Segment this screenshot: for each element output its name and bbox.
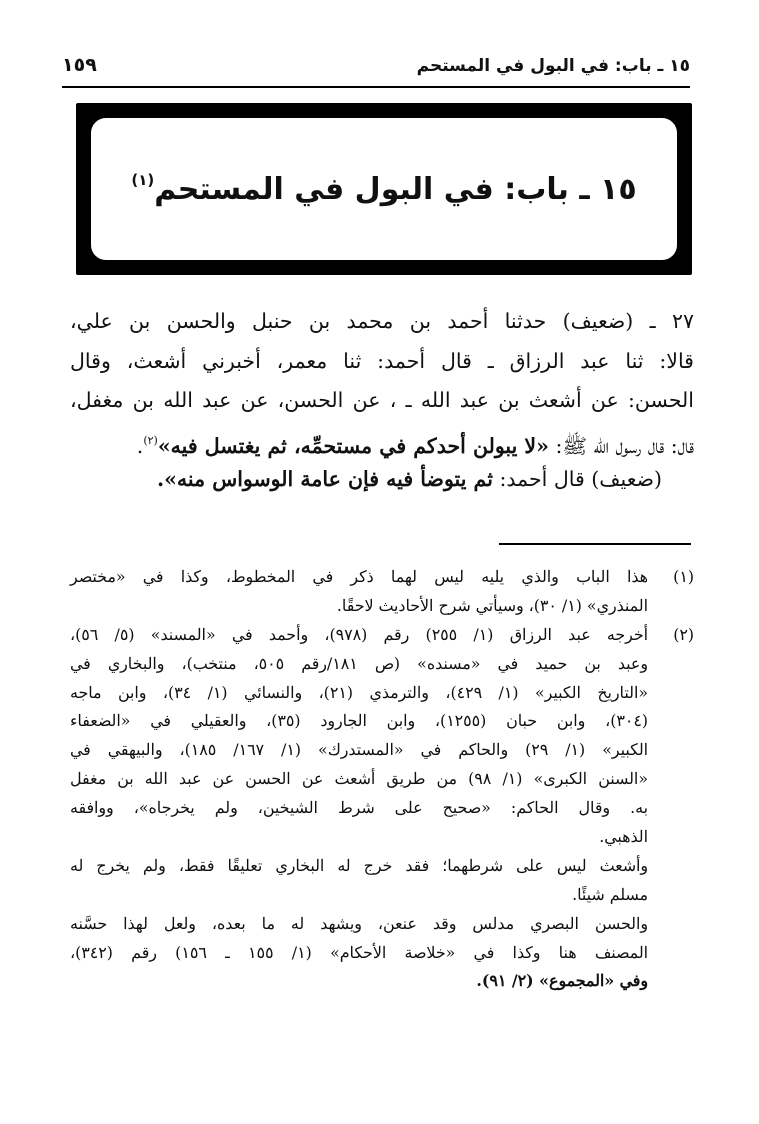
footnote-2-line-9: وأشعث ليس على شرطهما؛ فقد خرج له البخاري تعليقًا فقط، ولم يخرج له	[70, 855, 648, 875]
footnote-2-line-12: المصنف هنا وكذا في «خلاصة الأحكام» (١/ ١٥٥ ـ ١٥٦) رقم (٣٤٢)،	[70, 942, 649, 962]
footnote-1-text-1: هذا الباب والذي يليه ليس لهما ذكر في المخطوط، وكذا في «مختصر	[70, 567, 648, 586]
footnote-2-line-1	[70, 621, 694, 650]
footnote-2-line-7: به. وقال الحاكم: «صحيح على شرط الشيخين، ولم يخرجاه»، ووافقه	[70, 798, 648, 818]
page-number: ١٥٩	[62, 54, 97, 76]
hadith-footnote-ref: (٢)	[143, 433, 158, 447]
hadith-line-3: الحسن: عن أشعث بن عبد الله ـ ، عن الحسن، عن عبد الله بن مغفل،	[70, 388, 694, 412]
footnote-2-line-4: (٣٠٤)، وابن حبان (١٢٥٥)، وابن الجارود (٣٥)، والعقيلي في «الضعفاء	[70, 711, 648, 731]
footnote-2-text-1: أخرجه عبد الرزاق (١/ ٢٥٥) رقم (٩٧٨)، وأحمد في «المسند» (٥/ ٥٦)،	[70, 624, 649, 644]
footnote-2-marker: (٢)	[673, 624, 695, 644]
footnote-2-line-10: مسلم شيئًا.	[572, 884, 648, 904]
hadith-line-5-prefix: (ضعيف) قال أحمد:	[492, 467, 662, 491]
hadith-line-4	[70, 421, 694, 461]
ahmad-addition: ثم يتوضأ فيه فإن عامة الوسواس منه».	[156, 467, 493, 491]
chapter-title	[131, 171, 636, 207]
hadith-line-5	[70, 460, 694, 500]
footnote-2-line-8: الذهبي.	[599, 827, 648, 847]
hadith-line-1: ٢٧ ـ (ضعيف) حدثنا أحمد بن محمد بن حنبل والحسن بن علي،	[70, 309, 694, 333]
footnote-2-line-11: والحسن البصري مدلس وقد عنعن، ويشهد له ما بعده، ولعل لهذا حسَّنه	[70, 913, 648, 933]
running-title: ١٥ ـ باب: في البول في المستحم	[416, 56, 690, 76]
hadith-line-4-suffix: .	[136, 433, 144, 458]
hadith-text	[70, 302, 694, 500]
chapter-heading-frame	[76, 103, 692, 275]
footnote-1-line-2: المنذري» (١/ ٣٠)، وسيأتي شرح الأحاديث لاحقًا.	[336, 595, 648, 615]
chapter-title-text: ١٥ ـ باب: في البول في المستحم	[154, 172, 637, 207]
prophetic-saying: «لا يبولن أحدكم في مستحمِّه، ثم يغتسل فيه»	[157, 433, 549, 458]
hadith-line-4-prefix: قال: قال رسول الله ﷺ:	[548, 433, 694, 458]
chapter-footnote-ref: (١)	[131, 171, 155, 189]
footnote-2-line-5: الكبير» (١/ ٢٩) والحاكم في «المستدرك» (١/ ١٦٧/ ١٨٥)، والبيهقي في	[70, 740, 649, 760]
footnote-2-line-6: «السنن الكبرى» (١/ ٩٨) من طريق أشعث عن الحسن عن عبد الله بن مغفل	[70, 769, 648, 789]
footnote-1-line-1	[70, 563, 694, 592]
footnote-2-line-2: وعبد بن حميد في «مسنده» (ص ١٨١/رقم ٥٠٥، منتخب)، والبخاري في	[70, 653, 648, 673]
footnotes	[70, 563, 694, 996]
chapter-heading-panel	[90, 117, 678, 261]
footnote-1-marker: (١)	[673, 567, 694, 586]
footnote-divider	[499, 543, 691, 545]
page-header	[62, 52, 690, 88]
hadith-line-2: قالا: ثنا عبد الرزاق ـ قال أحمد: ثنا معمر، أخبرني أشعث، وقال	[70, 348, 694, 373]
footnote-2-line-13: وفي «المجموع» (٢/ ٩١).	[476, 971, 648, 991]
footnote-2-line-3: «التاريخ الكبير» (١/ ٤٢٩)، والترمذي (٢١)، والنسائي (١/ ٣٤)، وابن ماجه	[70, 682, 648, 702]
